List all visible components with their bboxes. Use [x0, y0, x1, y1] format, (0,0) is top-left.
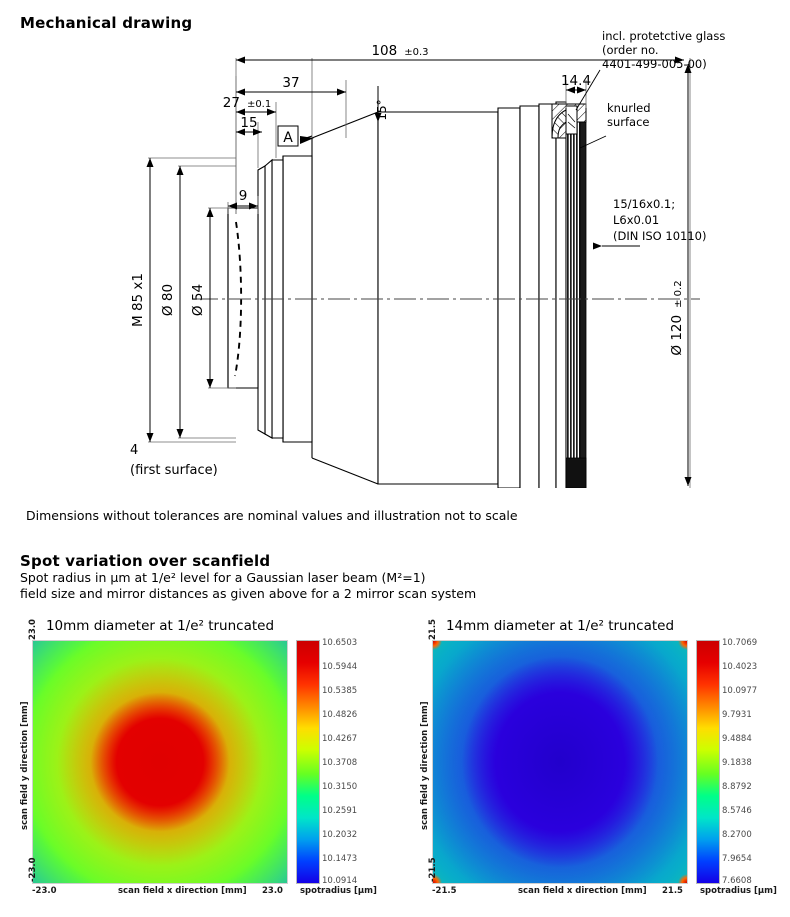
cb1-t10: 10.0914	[322, 876, 358, 886]
plot-10mm-ytick-max: 23.0	[28, 619, 38, 640]
plot-14mm-colorbar-label: spotradius [µm]	[700, 886, 777, 896]
dim-14-4-text: 14.4	[560, 73, 592, 89]
glass-note-line2: (order no.	[602, 43, 659, 57]
thread-m85-text: M 85 x1	[130, 273, 146, 327]
dia-80-text: Ø 80	[160, 283, 176, 317]
cb2-t5: 9.1838	[722, 758, 752, 768]
plot-10mm-xtick-max: 23.0	[262, 886, 283, 896]
cb1-t0: 10.6503	[322, 638, 358, 648]
cb1-t4: 10.4267	[322, 734, 358, 744]
iso-line2: L6x0.01	[613, 213, 660, 227]
cb2-t6: 8.8792	[722, 782, 752, 792]
cb2-t10: 7.6608	[722, 876, 752, 886]
cb2-t9: 7.9654	[722, 854, 752, 864]
spot-variation-heading: Spot variation over scanfield	[20, 552, 271, 570]
glass-note-line1: incl. protetctive glass	[602, 29, 726, 43]
cb2-t8: 8.2700	[722, 830, 752, 840]
cb1-t3: 10.4826	[322, 710, 358, 720]
dim-27-text	[223, 95, 271, 111]
dim-27-value: 27	[222, 95, 240, 111]
plot-14mm-xtick-min: -21.5	[432, 886, 457, 896]
dim-37-text: 37	[282, 75, 300, 91]
first-surface-label: (first surface)	[130, 463, 218, 478]
plot-14mm-colorbar	[696, 640, 720, 884]
plot-10mm-field	[33, 641, 287, 883]
knurled-line1: knurled	[607, 101, 651, 115]
spot-plot-10mm	[0, 618, 390, 908]
dia-120-tol: ± 0.2	[673, 280, 684, 308]
plot-14mm-field	[433, 641, 687, 883]
angle-15-text: 15°	[375, 99, 389, 121]
dim-15-text: 15	[240, 115, 258, 131]
knurled-line2: surface	[607, 115, 650, 129]
plot-14mm-ytick-max: 21.5	[428, 619, 438, 640]
drawing-note: Dimensions without tolerances are nominal values and illustration not to scale	[26, 508, 518, 523]
cb1-t7: 10.2591	[322, 806, 358, 816]
cb2-t4: 9.4884	[722, 734, 752, 744]
cb2-t2: 10.0977	[722, 686, 758, 696]
first-surface-value: 4	[130, 443, 139, 458]
cb2-t7: 8.5746	[722, 806, 752, 816]
dia-120-text	[669, 280, 685, 355]
mechanical-drawing-heading: Mechanical drawing	[20, 14, 193, 32]
cb1-t8: 10.2032	[322, 830, 358, 840]
cb1-t5: 10.3708	[322, 758, 358, 768]
iso-line3: (DIN ISO 10110)	[613, 229, 707, 243]
dim-108-value: 108	[371, 43, 398, 59]
cb2-t1: 10.4023	[722, 662, 758, 672]
cb2-t3: 9.7931	[722, 710, 752, 720]
plot-10mm-xtick-min: -23.0	[32, 886, 57, 896]
plot-10mm-title: 10mm diameter at 1/e² truncated	[45, 618, 275, 634]
plot-10mm-ylabel: scan field y direction [mm]	[20, 701, 30, 830]
cb1-t6: 10.3150	[322, 782, 358, 792]
cb2-t0: 10.7069	[722, 638, 758, 648]
iso-line1: 15/16x0.1;	[613, 197, 676, 211]
dia-54-text: Ø 54	[190, 283, 206, 317]
spot-variation-line2: field size and mirror distances as given above for a 2 mirror scan system	[20, 586, 477, 601]
mechanical-drawing	[0, 18, 790, 488]
plot-10mm-colorbar	[296, 640, 320, 884]
plot-14mm-heatmap	[432, 640, 688, 884]
spot-plot-14mm	[400, 618, 790, 908]
plot-14mm-xtick-max: 21.5	[662, 886, 683, 896]
dim-108-text	[371, 43, 428, 59]
dia-120-value: Ø 120	[669, 314, 685, 356]
dim-27-tol: ±0.1	[246, 99, 272, 110]
plot-10mm-heatmap	[32, 640, 288, 884]
datum-a-label: A	[283, 130, 293, 146]
dim-9-text: 9	[238, 188, 248, 204]
cb1-t9: 10.1473	[322, 854, 358, 864]
plot-10mm-ytick-min: -23.0	[28, 857, 38, 882]
plot-14mm-ylabel: scan field y direction [mm]	[420, 701, 430, 830]
plot-10mm-colorbar-label: spotradius [µm]	[300, 886, 377, 896]
plot-10mm-xlabel: scan field x direction [mm]	[118, 886, 247, 896]
cb1-t2: 10.5385	[322, 686, 358, 696]
plot-14mm-title: 14mm diameter at 1/e² truncated	[445, 618, 675, 634]
plot-14mm-ytick-min: -21.5	[428, 857, 438, 882]
spot-variation-line1: Spot radius in µm at 1/e² level for a Gaussian laser beam (M²=1)	[20, 570, 426, 585]
glass-note-line3: 4401-499-005-00)	[602, 57, 707, 71]
dim-108-tol: ±0.3	[404, 47, 429, 58]
cb1-t1: 10.5944	[322, 662, 358, 672]
plot-14mm-xlabel: scan field x direction [mm]	[518, 886, 647, 896]
